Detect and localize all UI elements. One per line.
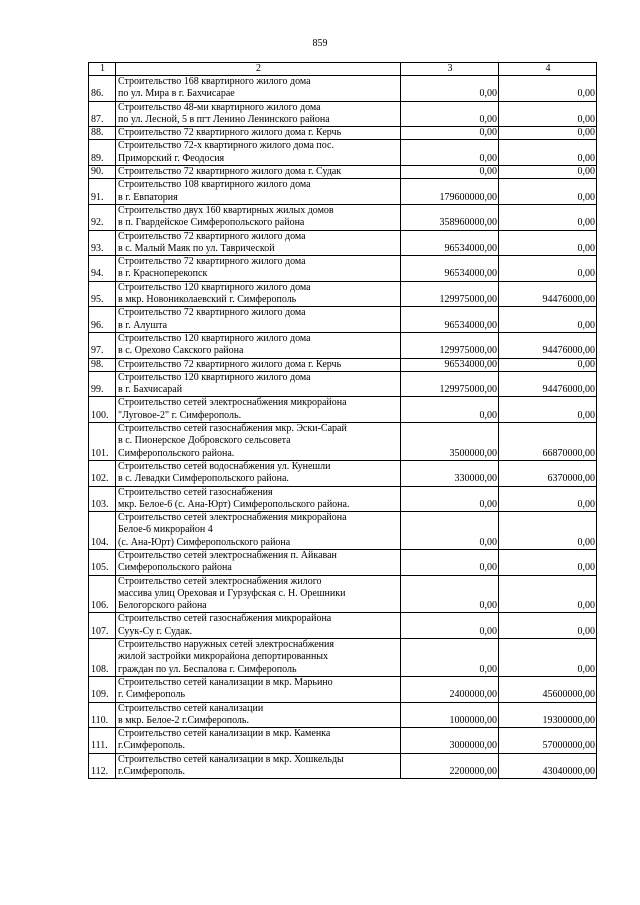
row-value-col3: 0,00: [401, 639, 499, 677]
row-value-col4: 0,00: [499, 127, 597, 140]
description-line: Строительство 72 квартирного жилого дома: [118, 230, 306, 242]
row-number: 86.: [89, 76, 116, 102]
description-line: Белогорского района: [118, 600, 207, 612]
table-row: [89, 307, 597, 333]
description-line: Суук-Су г. Судак.: [118, 625, 193, 637]
row-number: 92.: [89, 204, 116, 230]
row-value-col4: 6370000,00: [499, 460, 597, 486]
description-line: в с. Пионерское Добровского сельсовета: [118, 435, 291, 447]
row-value-col4: 0,00: [499, 140, 597, 166]
row-value-col3: 129975000,00: [401, 371, 499, 397]
row-description: [116, 140, 401, 166]
row-number: 105.: [89, 549, 116, 575]
row-number: 108.: [89, 639, 116, 677]
description-line: Строительство наружных сетей электроснабжения: [118, 639, 334, 651]
description-line: Симферопольского района.: [118, 447, 235, 459]
row-value-col4: 94476000,00: [499, 332, 597, 358]
description-line: Строительство сетей газоснабжения микрорайона: [118, 613, 332, 625]
table-row: [89, 371, 597, 397]
table-row: [89, 101, 597, 127]
table-row: [89, 256, 597, 282]
row-description: [116, 397, 401, 423]
row-value-col3: 2400000,00: [401, 676, 499, 702]
row-description: [116, 281, 401, 307]
row-description: [116, 575, 401, 613]
row-number: 102.: [89, 460, 116, 486]
description-line: Строительство сетей электроснабжения микрорайона: [118, 512, 347, 524]
description-line: Строительство 108 квартирного жилого дома: [118, 179, 311, 191]
description-line: Строительство 120 квартирного жилого дома: [118, 332, 311, 344]
table-row: [89, 179, 597, 205]
table-row: [89, 281, 597, 307]
row-number: 95.: [89, 281, 116, 307]
row-value-col4: 57000000,00: [499, 728, 597, 754]
row-value-col4: 0,00: [499, 486, 597, 512]
budget-table: [88, 62, 597, 779]
row-number: 88.: [89, 127, 116, 140]
row-description: [116, 702, 401, 728]
table-row: [89, 486, 597, 512]
description-line: Строительство 72 квартирного жилого дома г. Судак: [118, 166, 342, 178]
row-value-col3: 358960000,00: [401, 204, 499, 230]
table-row: [89, 166, 597, 179]
description-line: Строительство сетей канализации в мкр. Каменка: [118, 728, 331, 740]
row-value-col4: 0,00: [499, 512, 597, 550]
row-value-col4: 19300000,00: [499, 702, 597, 728]
row-value-col3: 0,00: [401, 101, 499, 127]
description-line: Строительство сетей электроснабжения микрорайона: [118, 397, 347, 409]
row-value-col3: 0,00: [401, 575, 499, 613]
row-description: [116, 676, 401, 702]
table-row: [89, 397, 597, 423]
table-row: [89, 753, 597, 779]
row-description: [116, 371, 401, 397]
row-number: 98.: [89, 358, 116, 371]
row-description: [116, 127, 401, 140]
table-row: [89, 549, 597, 575]
row-value-col3: 0,00: [401, 397, 499, 423]
description-line: г. Симферополь: [118, 689, 186, 701]
description-line: массива улиц Ореховая и Гурзуфская с. Н. Орешники: [118, 587, 346, 599]
row-number: 111.: [89, 728, 116, 754]
row-description: [116, 460, 401, 486]
description-line: граждан по ул. Беспалова г. Симферополь: [118, 663, 297, 675]
table-row: [89, 613, 597, 639]
description-line: Строительство сетей электроснабжения жилого: [118, 575, 322, 587]
description-line: жилой застройки микрорайона депортированных: [118, 651, 329, 663]
column-header-3: 3: [401, 63, 499, 76]
row-value-col3: 0,00: [401, 549, 499, 575]
row-value-col4: 0,00: [499, 256, 597, 282]
row-value-col4: 66870000,00: [499, 423, 597, 461]
row-number: 110.: [89, 702, 116, 728]
description-line: по ул. Лесной, 5 в пгт Ленино Ленинского района: [118, 113, 330, 125]
row-description: [116, 358, 401, 371]
description-line: Строительство 72 квартирного жилого дома: [118, 256, 306, 268]
row-value-col4: 0,00: [499, 397, 597, 423]
row-value-col4: 0,00: [499, 613, 597, 639]
row-value-col4: 0,00: [499, 76, 597, 102]
row-value-col3: 0,00: [401, 486, 499, 512]
description-line: Строительство 72 квартирного жилого дома г. Керчь: [118, 127, 342, 139]
row-description: [116, 204, 401, 230]
description-line: в с. Малый Маяк по ул. Таврической: [118, 242, 275, 254]
row-value-col3: 1000000,00: [401, 702, 499, 728]
row-value-col3: 3000000,00: [401, 728, 499, 754]
table-row: [89, 76, 597, 102]
description-line: Строительство двух 160 квартирных жилых домов: [118, 204, 334, 216]
row-value-col3: 96534000,00: [401, 307, 499, 333]
table-header-row: [89, 63, 597, 76]
row-number: 89.: [89, 140, 116, 166]
description-line: Строительство 120 квартирного жилого дома: [118, 281, 311, 293]
row-description: [116, 512, 401, 550]
row-number: 90.: [89, 166, 116, 179]
description-line: по ул. Мира в г. Бахчисарае: [118, 88, 235, 100]
description-line: Строительство сетей канализации в мкр. Марьино: [118, 676, 333, 688]
row-value-col4: 0,00: [499, 101, 597, 127]
row-description: [116, 549, 401, 575]
description-line: в г. Красноперекопск: [118, 268, 208, 280]
description-line: Строительство 48-ми квартирного жилого дома: [118, 101, 321, 113]
table-row: [89, 512, 597, 550]
row-description: [116, 76, 401, 102]
row-value-col3: 0,00: [401, 76, 499, 102]
row-value-col4: 0,00: [499, 307, 597, 333]
description-line: в г. Евпатория: [118, 191, 178, 203]
row-description: [116, 486, 401, 512]
row-number: 103.: [89, 486, 116, 512]
row-value-col3: 0,00: [401, 140, 499, 166]
row-number: 94.: [89, 256, 116, 282]
description-line: Белое-6 микрорайон 4: [118, 524, 213, 536]
table-row: [89, 127, 597, 140]
row-number: 107.: [89, 613, 116, 639]
row-number: 96.: [89, 307, 116, 333]
page-number: 859: [312, 38, 328, 49]
column-header-1: 1: [89, 63, 116, 76]
row-description: [116, 256, 401, 282]
row-value-col3: 3500000,00: [401, 423, 499, 461]
description-line: Строительство сетей газоснабжения: [118, 486, 273, 498]
row-value-col4: 45600000,00: [499, 676, 597, 702]
row-value-col3: 96534000,00: [401, 256, 499, 282]
description-line: (с. Ана-Юрт) Симферопольского района: [118, 536, 291, 548]
row-value-col4: 94476000,00: [499, 371, 597, 397]
description-line: в г. Бахчисарай: [118, 384, 183, 396]
description-line: Строительство 168 квартирного жилого дома: [118, 76, 311, 87]
row-number: 101.: [89, 423, 116, 461]
column-header-2: 2: [116, 63, 401, 76]
table-row: [89, 728, 597, 754]
description-line: "Луговое-2" г. Симферополь.: [118, 409, 242, 421]
row-value-col3: 96534000,00: [401, 230, 499, 256]
row-value-col3: 96534000,00: [401, 358, 499, 371]
row-description: [116, 423, 401, 461]
row-description: [116, 307, 401, 333]
table-row: [89, 358, 597, 371]
row-description: [116, 332, 401, 358]
table-row: [89, 575, 597, 613]
description-line: Строительство сетей канализации: [118, 702, 264, 714]
row-description: [116, 753, 401, 779]
description-line: Симферопольского района: [118, 562, 232, 574]
description-line: Строительство сетей канализации в мкр. Хошкельды: [118, 753, 344, 765]
description-line: Строительство 72-х квартирного жилого дома пос.: [118, 140, 334, 152]
row-value-col4: 0,00: [499, 358, 597, 371]
description-line: Строительство сетей электроснабжения п. Айкаван: [118, 549, 337, 561]
row-value-col3: 0,00: [401, 613, 499, 639]
table-row: [89, 702, 597, 728]
description-line: в мкр. Новониколаевский г. Симферополь: [118, 294, 297, 306]
table-row: [89, 140, 597, 166]
description-line: Строительство 72 квартирного жилого дома г. Керчь: [118, 358, 342, 370]
row-description: [116, 166, 401, 179]
row-value-col4: 0,00: [499, 179, 597, 205]
row-value-col3: 0,00: [401, 512, 499, 550]
description-line: в мкр. Белое-2 г.Симферополь.: [118, 714, 249, 726]
row-value-col4: 0,00: [499, 204, 597, 230]
description-line: в с. Орехово Сакского района: [118, 345, 244, 357]
row-value-col4: 0,00: [499, 575, 597, 613]
description-line: Приморский г. Феодосия: [118, 152, 225, 164]
description-line: Строительство сетей газоснабжения мкр. Эски-Сарай: [118, 423, 347, 435]
row-description: [116, 728, 401, 754]
table-row: [89, 230, 597, 256]
row-number: 106.: [89, 575, 116, 613]
row-description: [116, 230, 401, 256]
table-row: [89, 332, 597, 358]
description-line: в г. Алушта: [118, 319, 168, 331]
table-row: [89, 204, 597, 230]
row-description: [116, 179, 401, 205]
table-row: [89, 423, 597, 461]
row-value-col4: 0,00: [499, 166, 597, 179]
table-row: [89, 639, 597, 677]
table-row: [89, 676, 597, 702]
description-line: г.Симферополь.: [118, 766, 186, 778]
description-line: мкр. Белое-6 (с. Ана-Юрт) Симферопольского района.: [118, 498, 350, 510]
row-value-col3: 179600000,00: [401, 179, 499, 205]
row-value-col4: 43040000,00: [499, 753, 597, 779]
description-line: г.Симферополь.: [118, 740, 186, 752]
row-number: 109.: [89, 676, 116, 702]
row-value-col3: 0,00: [401, 166, 499, 179]
row-value-col3: 0,00: [401, 127, 499, 140]
row-number: 97.: [89, 332, 116, 358]
description-line: в с. Левадки Симферопольского района.: [118, 473, 289, 485]
row-number: 104.: [89, 512, 116, 550]
row-description: [116, 613, 401, 639]
description-line: Строительство 72 квартирного жилого дома: [118, 307, 306, 319]
row-number: 100.: [89, 397, 116, 423]
row-value-col4: 0,00: [499, 549, 597, 575]
row-value-col3: 129975000,00: [401, 332, 499, 358]
row-value-col4: 0,00: [499, 230, 597, 256]
row-number: 112.: [89, 753, 116, 779]
row-value-col4: 0,00: [499, 639, 597, 677]
row-value-col4: 94476000,00: [499, 281, 597, 307]
row-description: [116, 639, 401, 677]
row-number: 99.: [89, 371, 116, 397]
row-description: [116, 101, 401, 127]
row-value-col3: 2200000,00: [401, 753, 499, 779]
row-value-col3: 330000,00: [401, 460, 499, 486]
row-number: 93.: [89, 230, 116, 256]
table-row: [89, 460, 597, 486]
column-header-4: 4: [499, 63, 597, 76]
row-value-col3: 129975000,00: [401, 281, 499, 307]
row-number: 87.: [89, 101, 116, 127]
row-number: 91.: [89, 179, 116, 205]
description-line: Строительство 120 квартирного жилого дома: [118, 371, 311, 383]
description-line: Строительство сетей водоснабжения ул. Кунешли: [118, 460, 331, 472]
description-line: в п. Гвардейское Симферопольского района: [118, 217, 305, 229]
